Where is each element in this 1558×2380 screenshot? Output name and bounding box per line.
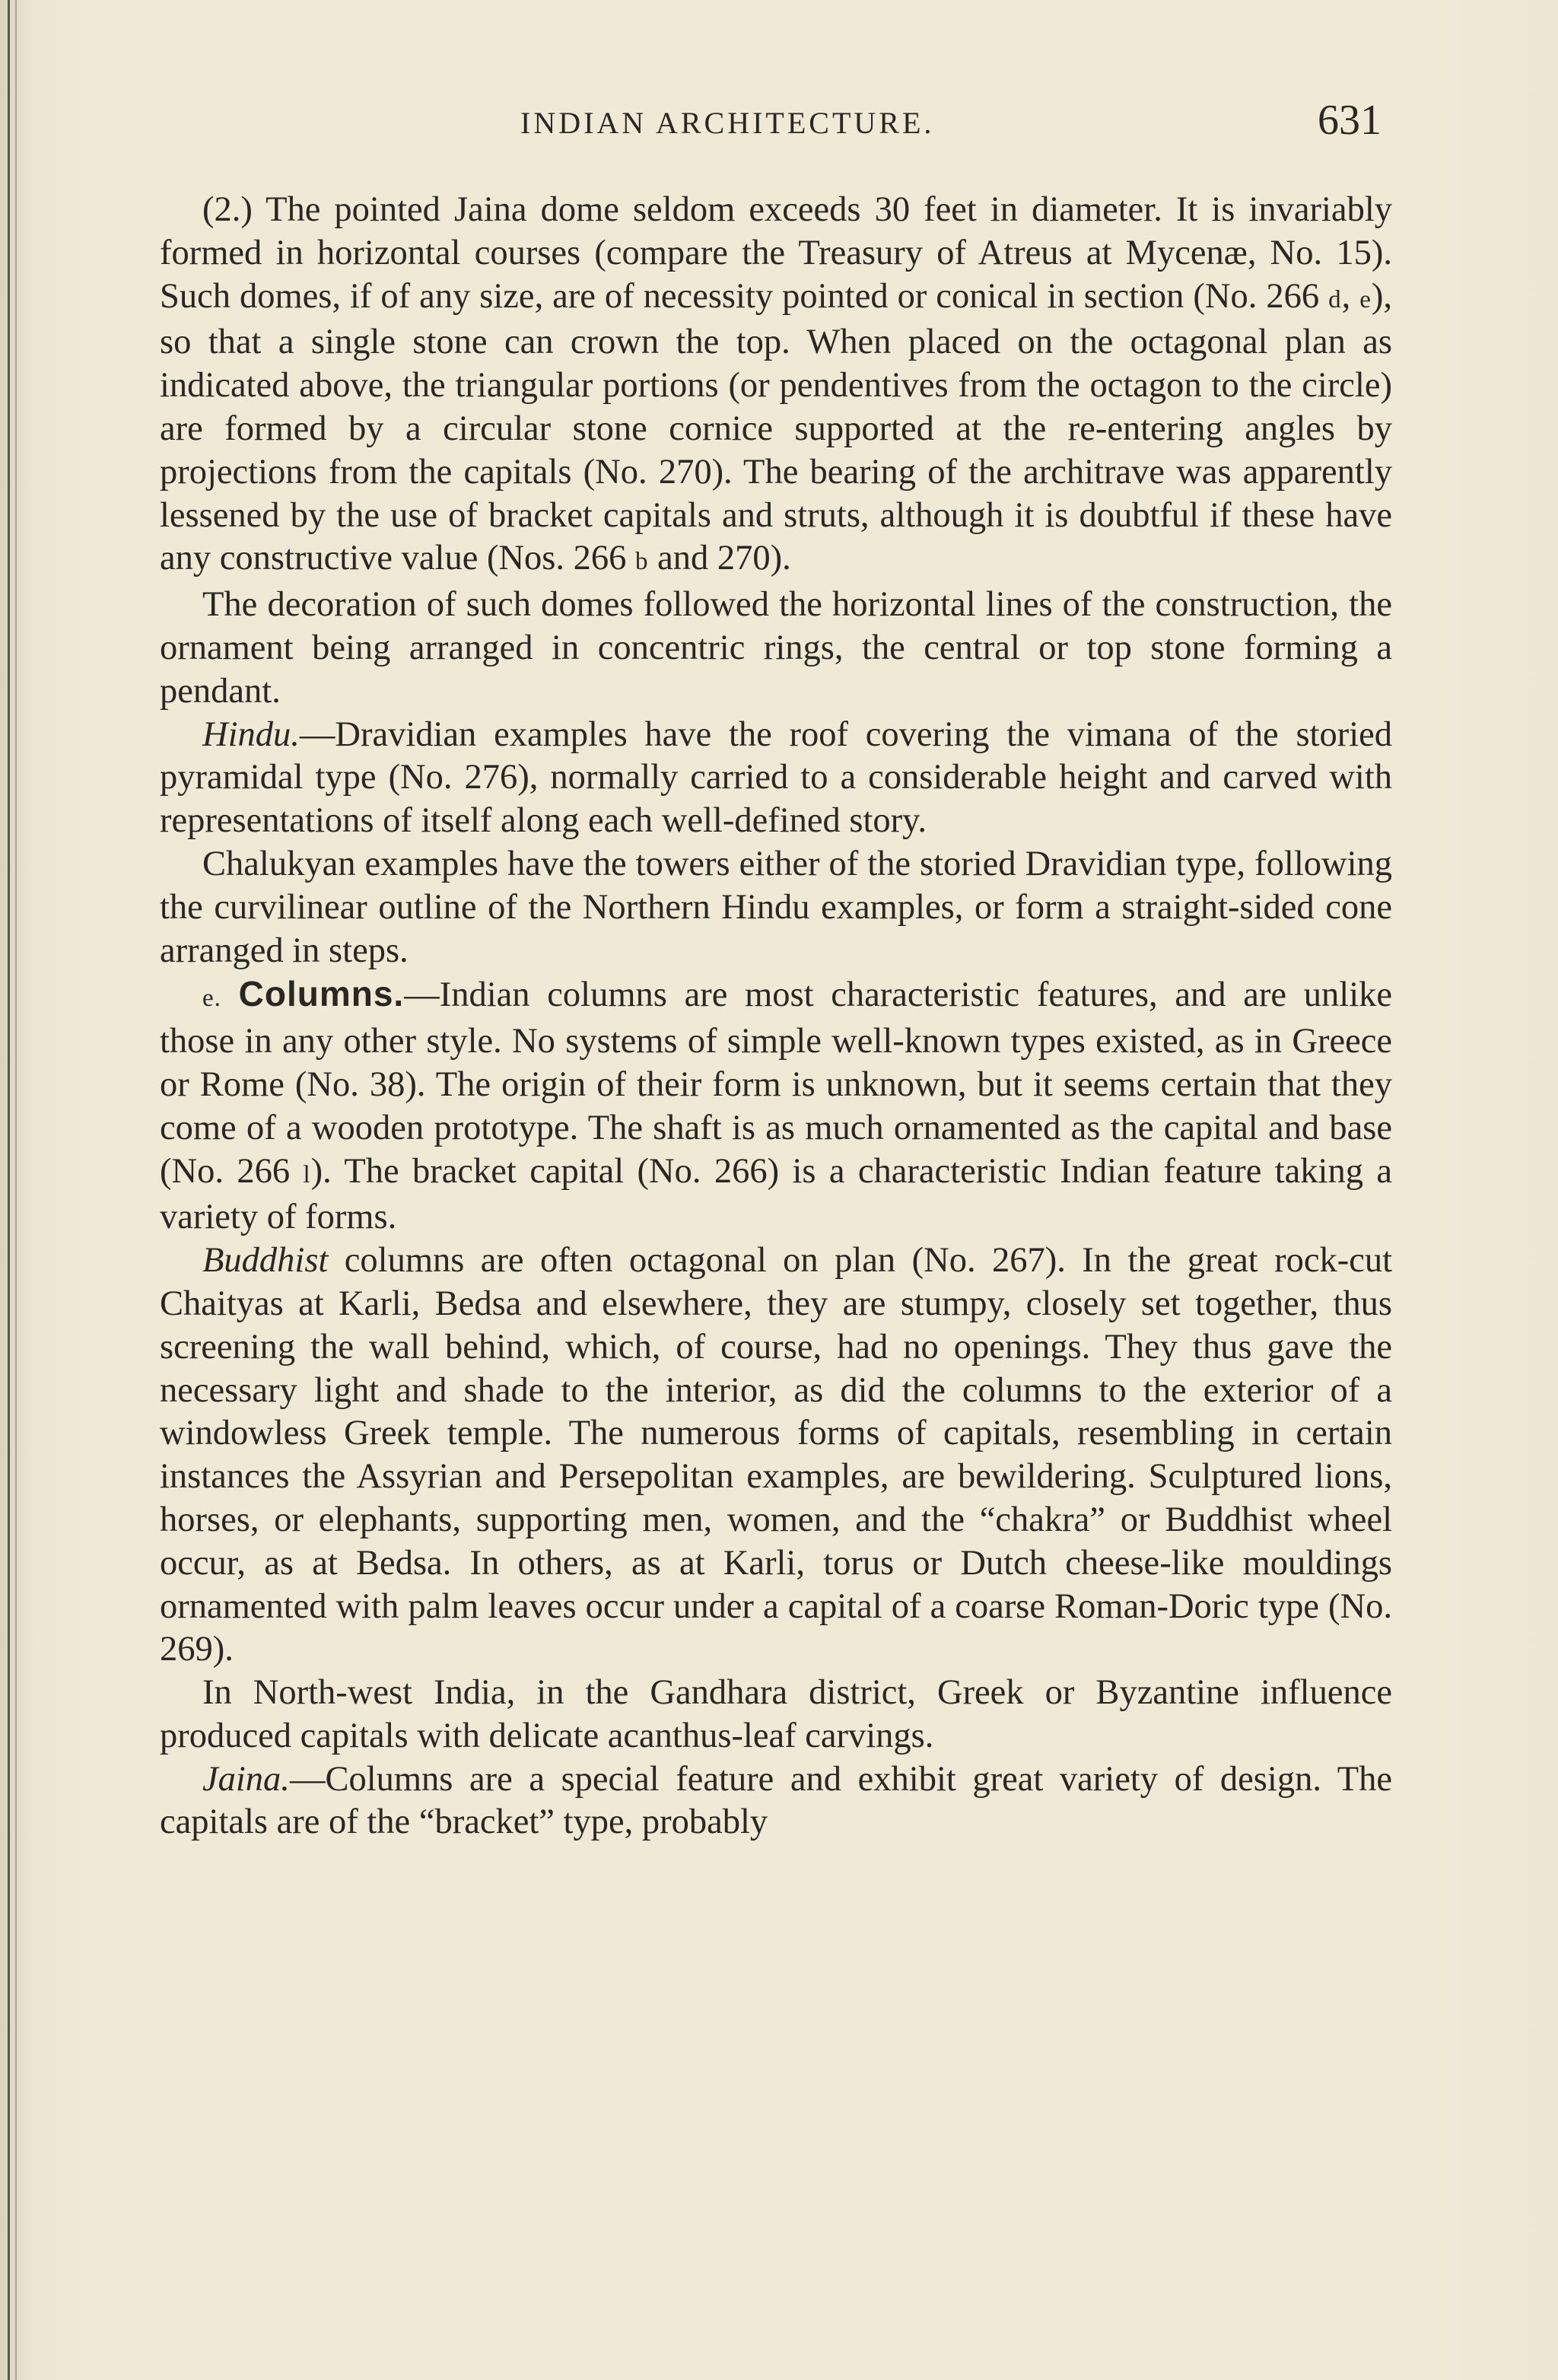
paragraph-text: —Indian columns are most characteristic features, and are unlike those in any other style. No systems of simple well-known types existed, as in Greece or Rome (No. 38). The origin of their form is unknown, but it seems certain that they come of a wooden prototype. The shaft is as much ornamented as the capital and base (No. 266 <box>160 975 1392 1191</box>
paragraph-label: Jaina. <box>202 1759 290 1799</box>
paragraph-gandhara <box>160 1672 1392 1758</box>
section-letter: e. <box>202 985 221 1013</box>
paragraph-text: Chalukyan examples have the towers either of the storied Dravidian type, following the curvilinear outline of the Northern Hindu examples, or form a straight-sided cone arranged in steps. <box>160 844 1392 970</box>
paragraph-text: —Dravidian examples have the roof covering the vimana of the storied pyramidal type (No. 276), normally carried to a considerable height and carved with representations of itself along each well-defined story. <box>160 714 1392 841</box>
paragraph-text: In North-west India, in the Gandhara district, Greek or Byzantine influence produced capitals with delicate acanthus-leaf carvings. <box>160 1673 1392 1755</box>
paragraph-buddhist <box>160 1239 1392 1672</box>
paragraph-text: The decoration of such domes followed the horizontal lines of the construction, the ornament being arranged in concentric rings, the central or top stone forming a pendant. <box>160 585 1392 711</box>
paragraph-text: columns are often octagonal on plan (No. 267). In the great rock-cut Chaityas at Karli, Bedsa and elsewhere, they are stumpy, closely set together, thus screening the wall behind, which, of course, had no openings. They thus gave the necessary light and shade to the interior, as did the columns to the exterior of a windowless Greek temple. The numerous forms of capitals, resembling in certain instances the Assyrian and Persepolitan examples, are bewildering. Sculptured lions, horses, or elephants, supporting men, women, and the “chakra” or Buddhist wheel occur, as at Bedsa. In others, as at Karli, torus or Dutch cheese-like mouldings ornamented with palm leaves occur under a capital of a coarse Roman-Doric type (No. 269). <box>160 1241 1393 1669</box>
paragraph-text: ). The bracket capital (No. 266) is a characteristic Indian feature taking a variety of forms. <box>160 1151 1392 1237</box>
figure-ref-letter: e <box>1359 285 1372 313</box>
paragraph-hindu <box>160 714 1392 843</box>
paragraph-label: Hindu. <box>202 714 300 754</box>
paragraph-chalukyan <box>160 843 1392 972</box>
paragraph-columns <box>160 972 1392 1239</box>
section-heading: Columns. <box>238 974 405 1014</box>
body-text <box>160 189 1392 1844</box>
paragraph-jaina-dome <box>160 189 1392 584</box>
binding-edge-line-secondary <box>15 0 17 2380</box>
figure-ref-letter: d <box>1328 285 1342 313</box>
figure-ref-letter: l <box>303 1160 311 1188</box>
paragraph-text: ), so that a single stone can crown the top. When placed on the octagonal plan as indicated above, the triangular portions (or pendentives from the octagon to the circle) are formed by a circular stone cornice supported at the re-entering angles by projections from the capitals (No. 270). The bearing of the architrave was apparently lessened by the use of bracket capitals and struts, although it is doubtful if these have any constructive value (Nos. 266 <box>160 276 1393 578</box>
paragraph-text: , <box>1341 276 1351 316</box>
paragraph-text: and 270). <box>657 539 791 578</box>
running-head: INDIAN ARCHITECTURE. <box>520 106 935 140</box>
paragraph-text: (2.) The pointed Jaina dome seldom exceeds 30 feet in diameter. It is invariably formed in horizontal courses (compare the Treasury of Atreus at Mycenæ, No. 15). Such domes, if of any size, are of necessity pointed or conical in section (No. 266 <box>160 190 1392 316</box>
paragraph-label: Buddhist <box>202 1241 329 1281</box>
figure-ref-letter: b <box>635 548 649 576</box>
binding-edge-line <box>8 0 10 2380</box>
paragraph-text: —Columns are a special feature and exhibit great variety of design. The capitals are of the “bracket” type, probably <box>160 1759 1392 1842</box>
paragraph-dome-decoration <box>160 584 1392 713</box>
paragraph-jaina-columns <box>160 1758 1392 1845</box>
page-number: 631 <box>1318 97 1382 144</box>
